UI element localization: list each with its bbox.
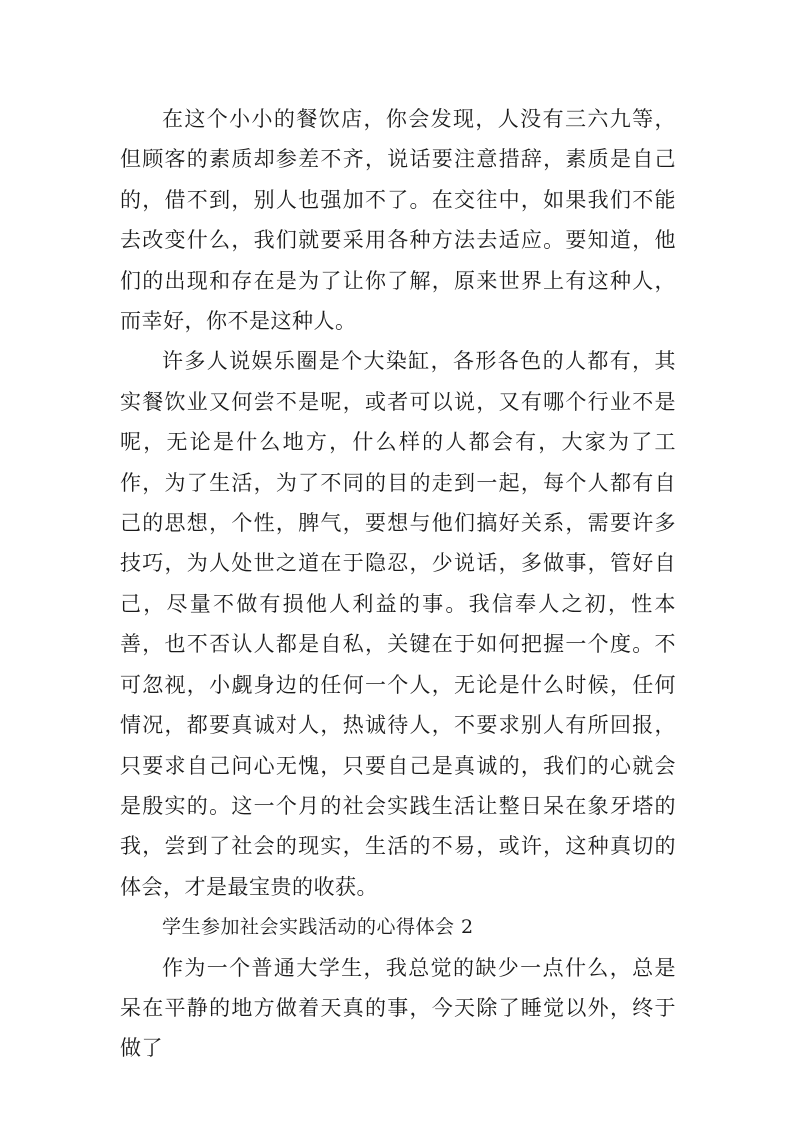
paragraph-social-skills: 许多人说娱乐圈是个大染缸，各形各色的人都有，其实餐饮业又何尝不是呢，或者可以说，又有哪个行业不是呢，无论是什么地方，什么样的人都会有，大家为了工作，为了生活，为了不同的目的走到一起，每个人都有自己的思想，个性，脾气，要想与他们搞好关系，需要许多技巧，为人处世之道在于隐忍，少说话，多做事，管好自己，尽量不做有损他人利益的事。我信奉人之初，性本善，也不否认人都是自私，关键在于如何把握一个度。不可忽视，小觑身边的任何一个人，无论是什么时候，任何情况，都要真诚对人，热诚待人，不要求别人有所回报，只要求自己问心无愧，只要自己是真诚的，我们的心就会是殷实的。这一个月的社会实践生活让整日呆在象牙塔的我，尝到了社会的现实，生活的不易，或许，这种真切的体会，才是最宝贵的收获。 xyxy=(120,349,676,899)
document-body xyxy=(120,99,676,1069)
paragraph-closing: 作为一个普通大学生，我总觉的缺少一点什么，总是呆在平静的地方做着天真的事，今天除了睡觉以外，终于做了 xyxy=(120,955,676,1061)
paragraph-restaurant: 在这个小小的餐饮店，你会发现，人没有三六九等，但顾客的素质却参差不齐，说话要注意措辞，素质是自己的，借不到，别人也强加不了。在交往中，如果我们不能去改变什么，我们就要采用各种方法去适应。要知道，他们的出现和存在是为了让你了解，原来世界上有这种人，而幸好，你不是这种人。 xyxy=(120,107,676,334)
section-heading: 学生参加社会实践活动的心得体会 2 xyxy=(162,916,474,939)
